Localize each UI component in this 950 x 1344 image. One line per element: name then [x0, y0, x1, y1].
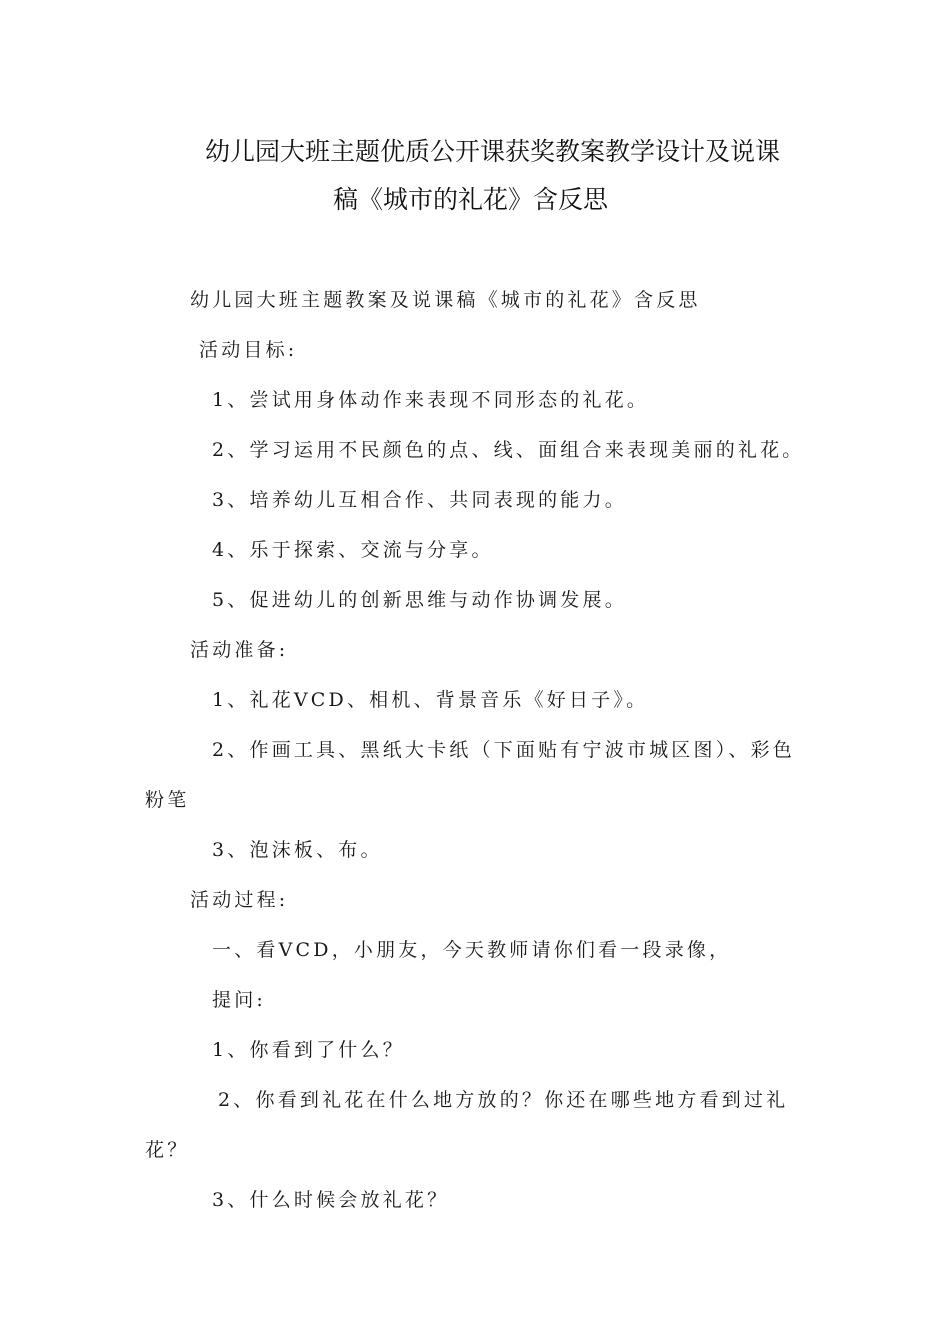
prep-item-1: 1、礼花VCD、相机、背景音乐《好日子》。	[212, 689, 649, 711]
prep-item-3: 3、泡沫板、布。	[212, 839, 383, 861]
prep-heading: 活动准备:	[190, 639, 289, 661]
question-2-line-2: 花？	[145, 1139, 190, 1161]
process-heading: 活动过程:	[190, 889, 289, 911]
goal-item-1: 1、尝试用身体动作来表现不同形态的礼花。	[212, 389, 650, 411]
goal-item-5: 5、促进幼儿的创新思维与动作协调发展。	[212, 589, 627, 611]
prep-item-2-line-1: 2、作画工具、黑纸大卡纸（下面贴有宁波市城区图）、彩色	[212, 739, 795, 761]
document-title-line-2: 稿《城市的礼花》含反思	[333, 185, 609, 214]
question-label: 提问:	[212, 989, 267, 1011]
process-step-1: 一、看VCD，小朋友，今天教师请你们看一段录像，	[212, 939, 732, 961]
question-3: 3、什么时候会放礼花？	[212, 1189, 450, 1211]
document-title-line-1: 幼儿园大班主题优质公开课获奖教案教学设计及说课	[205, 137, 781, 166]
goals-heading: 活动目标:	[199, 339, 298, 361]
question-1: 1、你看到了什么？	[212, 1039, 405, 1061]
goal-item-4: 4、乐于探索、交流与分享。	[212, 539, 494, 561]
subtitle: 幼儿园大班主题教案及说课稿《城市的礼花》含反思	[190, 289, 701, 311]
question-2-line-1: 2、你看到礼花在什么地方放的？你还在哪些地方看到过礼	[218, 1089, 789, 1111]
prep-item-2-line-2: 粉笔	[145, 789, 190, 811]
goal-item-3: 3、培养幼儿互相合作、共同表现的能力。	[212, 489, 627, 511]
goal-item-2: 2、学习运用不民颜色的点、线、面组合来表现美丽的礼花。	[212, 439, 805, 461]
